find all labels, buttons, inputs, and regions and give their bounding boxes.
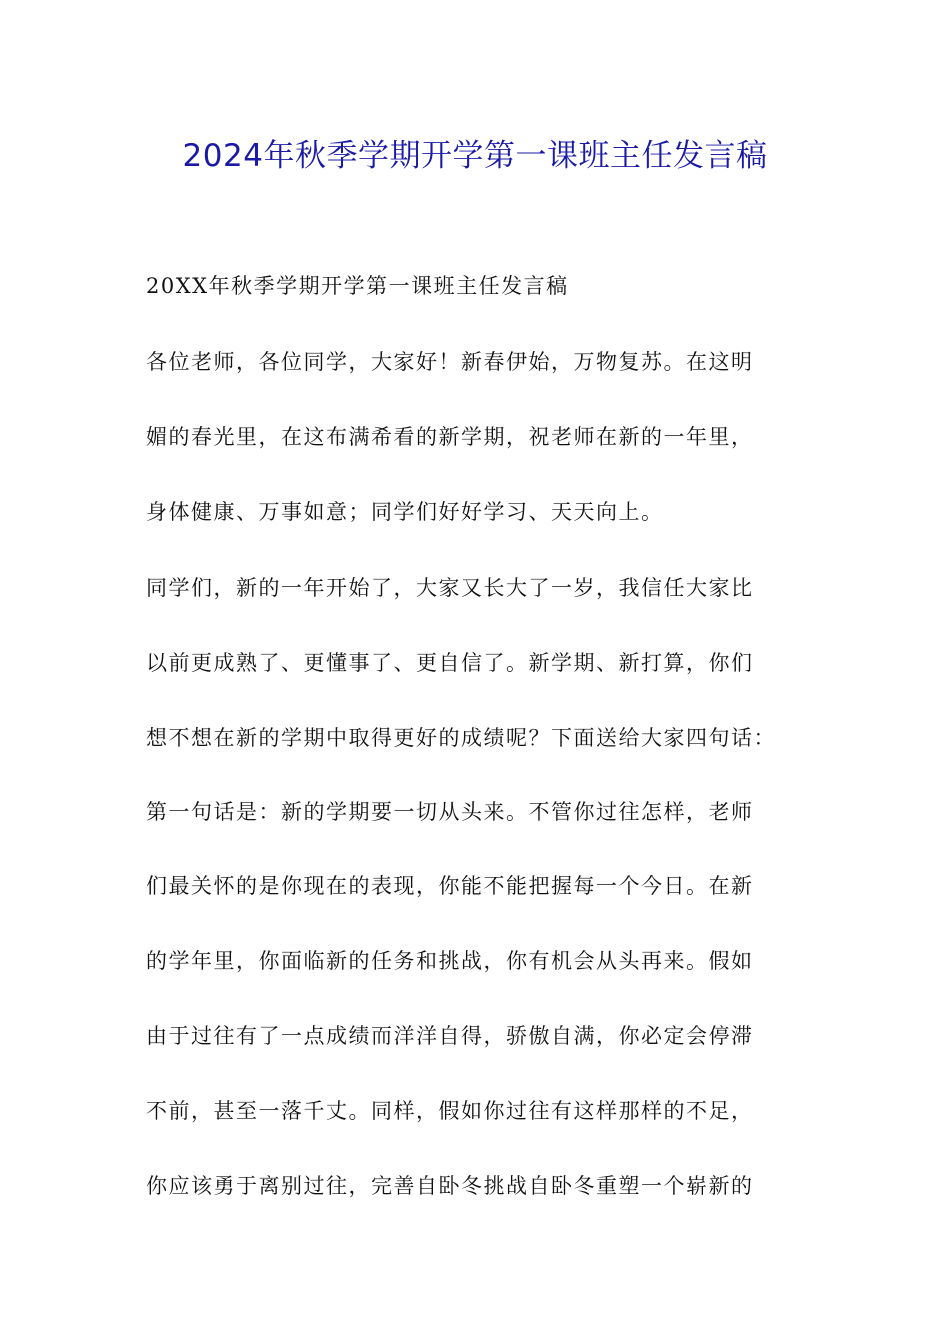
body-line: 媚的春光里，在这布满希看的新学期，祝老师在新的一年里， — [146, 425, 754, 449]
body-line: 第一句话是：新的学期要一切从头来。不管你过往怎样，老师 — [146, 800, 754, 824]
body-line: 由于过往有了一点成绩而洋洋自得，骄傲自满，你必定会停滞 — [146, 1024, 754, 1048]
body-line: 各位老师，各位同学，大家好！新春伊始，万物复苏。在这明 — [146, 350, 754, 374]
body-line: 同学们，新的一年开始了，大家又长大了一岁，我信任大家比 — [146, 576, 754, 600]
document-title: 2024年秋季学期开学第一课班主任发言稿 — [182, 138, 768, 174]
body-line: 身体健康、万事如意；同学们好好学习、天天向上。 — [146, 500, 664, 524]
body-line: 们最关怀的是你现在的表现，你能不能把握每一个今日。在新 — [146, 874, 754, 898]
body-line: 你应该勇于离别过往，完善自卧冬挑战自卧冬重塑一个崭新的 — [146, 1174, 754, 1198]
subtitle-line: 20XX年秋季学期开学第一课班主任发言稿 — [146, 274, 569, 298]
body-line: 以前更成熟了、更懂事了、更自信了。新学期、新打算，你们 — [146, 651, 754, 675]
body-line: 不前，甚至一落千丈。同样，假如你过往有这样那样的不足， — [146, 1099, 754, 1123]
body-line: 想不想在新的学期中取得更好的成绩呢？下面送给大家四句话： — [146, 726, 776, 750]
body-line: 的学年里，你面临新的任务和挑战，你有机会从头再来。假如 — [146, 949, 754, 973]
